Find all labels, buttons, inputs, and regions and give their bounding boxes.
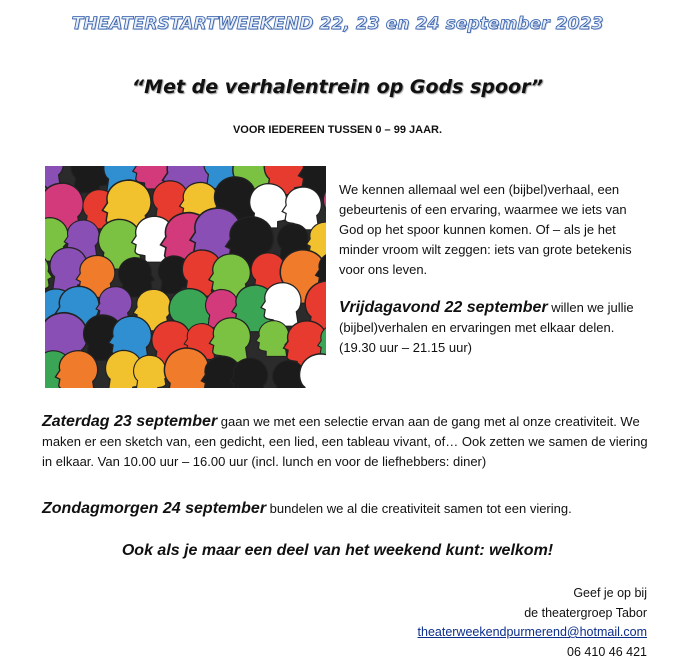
sunday-lead: Zondagmorgen 24 september	[42, 500, 267, 517]
audience-subtitle: VOOR IEDEREEN TUSSEN 0 – 99 JAAR.	[232, 124, 443, 136]
sunday-text: bundelen we al die creativiteit samen tot een viering.	[266, 501, 572, 516]
sunday-paragraph	[42, 499, 657, 519]
email-link[interactable]: theaterweekendpurmerend@hotmail.com	[417, 625, 647, 639]
heads-collage-icon	[45, 166, 326, 388]
friday-lead: Vrijdagavond 22 september	[339, 299, 548, 316]
contact-phone: 06 410 46 421	[567, 644, 647, 659]
contact-line-1: Geef je op bij	[573, 586, 647, 600]
friday-text: willen we jullie (bijbel)verhalen en ervaringen met elkaar delen. (19.30 uur – 21.15 uur)	[339, 300, 634, 355]
contact-block	[418, 584, 647, 662]
contact-line-2: de theatergroep Tabor	[524, 605, 647, 620]
slogan: “Met de verhalentrein op Gods spoor”	[131, 76, 544, 98]
saturday-lead: Zaterdag 23 september	[42, 413, 218, 430]
welcome-line: Ook als je maar een deel van het weekend kunt: welkom!	[121, 542, 554, 559]
saturday-text: gaan we met een selectie ervan aan de gang met al onze creativiteit. We maken er een sketch van, een gedicht, een lied, een tableau vivant, of… Ook zetten we samen de viering in elkaar. Van 10.00 uur – 16.00 uur (incl. lunch en voor de liefhebbers: diner)	[42, 414, 648, 469]
saturday-paragraph	[42, 412, 657, 472]
friday-paragraph	[339, 298, 654, 358]
page-title: THEATERSTARTWEEKEND 22, 23 en 24 september 2023	[71, 14, 604, 34]
intro-paragraph: We kennen allemaal wel een (bijbel)verhaal, een gebeurtenis of een ervaring, waarmee we iets van God op het spoor kunnen komen. Of – als je het minder vroom wilt zeggen: iets van grote betekenis voor ons leven.	[339, 182, 632, 277]
colorful-heads-collage-image	[45, 166, 326, 388]
